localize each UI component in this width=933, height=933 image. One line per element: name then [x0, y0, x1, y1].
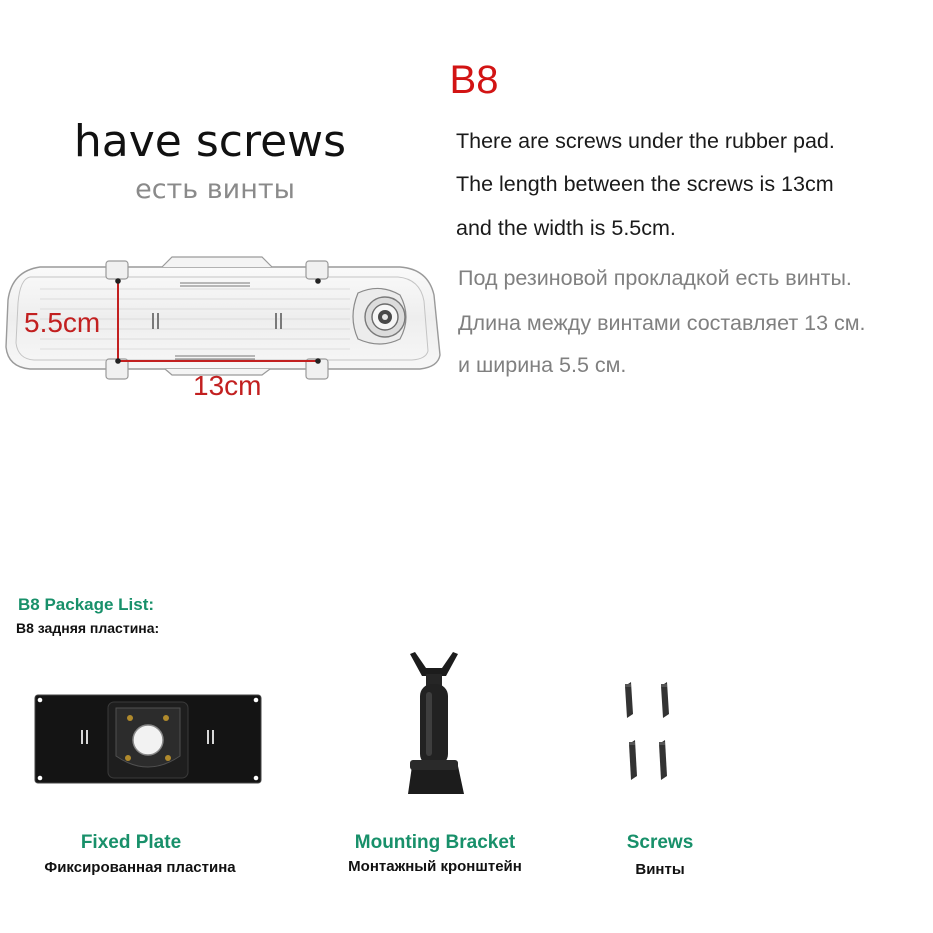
fixed-plate-image — [34, 694, 262, 784]
width-dimension-label: 5.5cm — [24, 307, 101, 338]
package-list-subtitle: B8 задняя пластина: — [16, 620, 160, 636]
description-en-line-2: The length between the screws is 13cm — [456, 172, 834, 196]
description-ru-line-2: Длина между винтами составляет 13 см. — [458, 311, 866, 335]
description-ru-line-1: Под резиновой прокладкой есть винты. — [458, 266, 852, 290]
package-list-title: B8 Package List: — [18, 595, 155, 614]
heading-ru: есть винты — [135, 174, 295, 205]
item-name-screws: Screws — [626, 832, 694, 853]
item-name-fixed-plate: Fixed Plate — [80, 832, 182, 853]
screws-image — [622, 680, 682, 784]
item-ru-fixed-plate: Фиксированная пластина — [44, 859, 236, 876]
model-code: B8 — [449, 58, 499, 102]
item-ru-screws: Винты — [635, 861, 685, 878]
item-ru-mounting-bracket: Монтажный кронштейн — [348, 858, 522, 875]
mounting-bracket-image — [400, 648, 470, 794]
description-ru-line-3: и ширина 5.5 см. — [458, 353, 627, 377]
description-en-line-1: There are screws under the rubber pad. — [456, 129, 835, 153]
item-name-mounting-bracket: Mounting Bracket — [354, 832, 516, 853]
heading-en: have screws — [73, 116, 347, 167]
length-dimension-label: 13cm — [193, 370, 262, 401]
description-en-line-3: and the width is 5.5cm. — [456, 216, 676, 240]
